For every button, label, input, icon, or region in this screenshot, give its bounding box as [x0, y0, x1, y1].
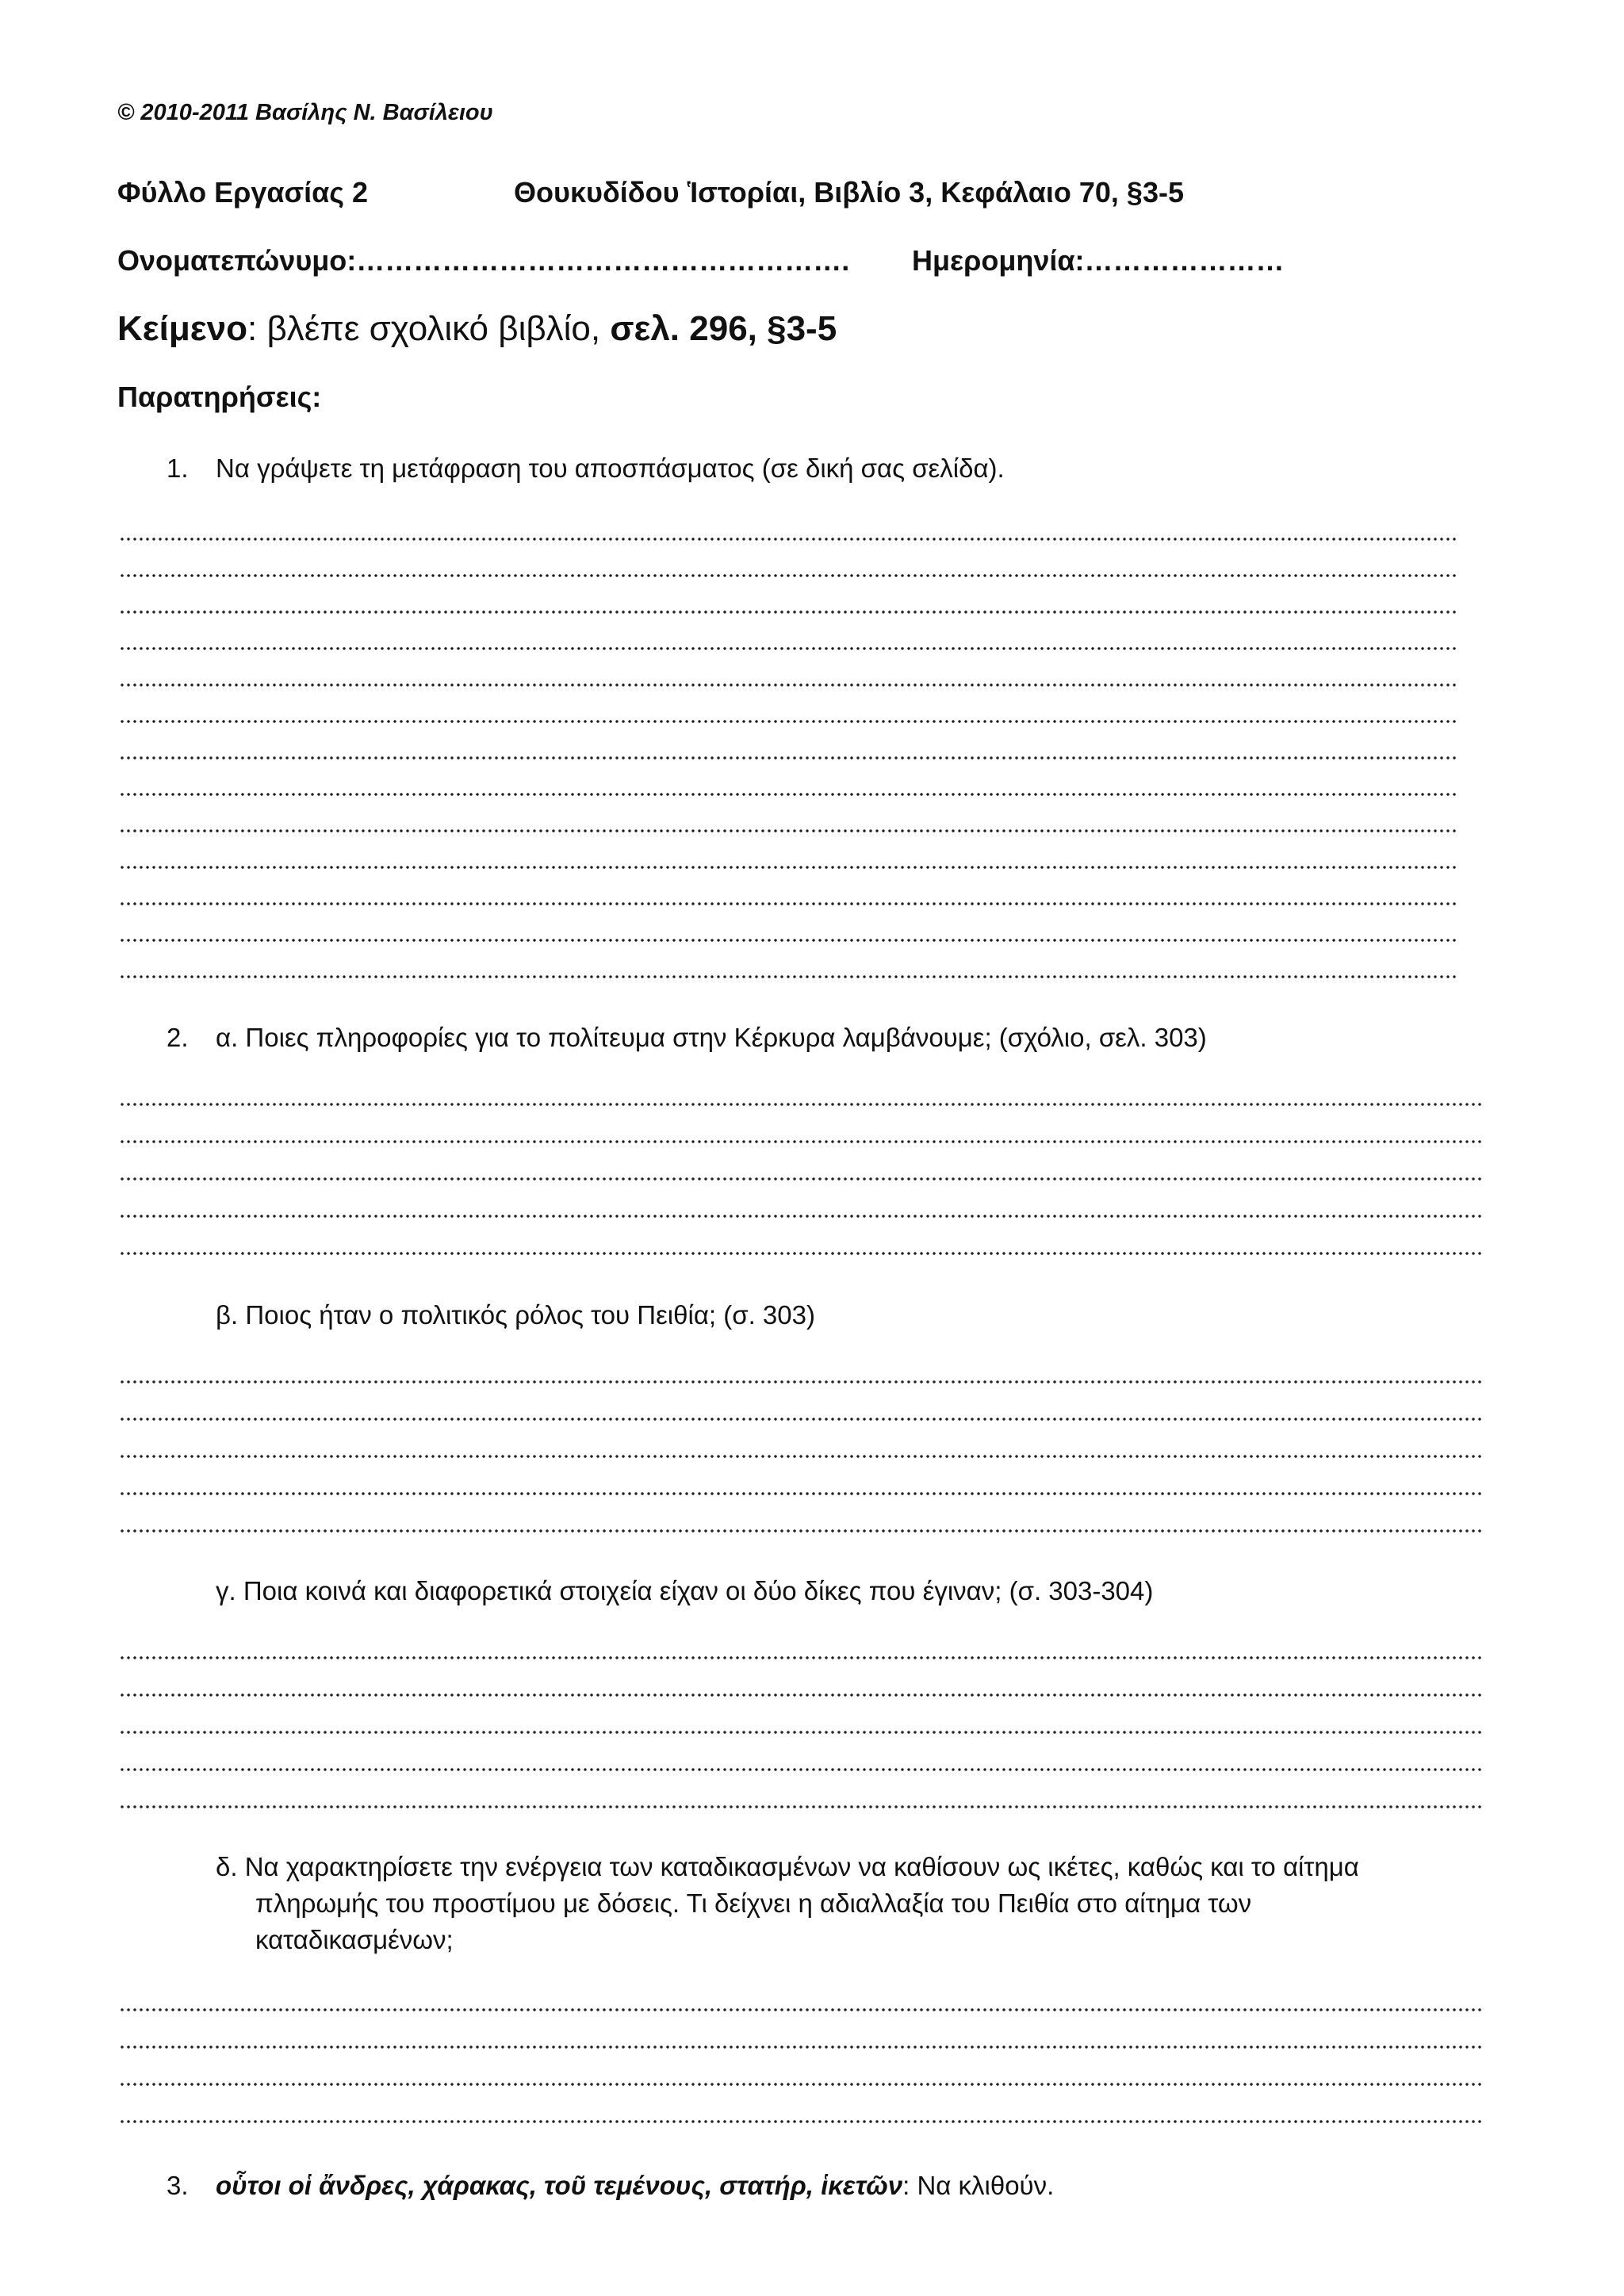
- answer-line[interactable]: [119, 2007, 1483, 2012]
- answer-line[interactable]: [119, 1139, 1483, 1144]
- answer-line[interactable]: [119, 1693, 1483, 1697]
- name-field[interactable]: Ονοματεπώνυμο:…………………………………………….: [117, 244, 850, 277]
- question-3-instruction: : Να κλιθούν.: [902, 2171, 1055, 2200]
- answer-line[interactable]: [119, 537, 1459, 541]
- observations-title: Παρατηρήσεις:: [117, 381, 322, 413]
- answer-line[interactable]: [119, 1529, 1483, 1533]
- question-2a-text: α. Ποιες πληροφορίες για το πολίτευμα στην Κέρκυρα λαμβάνουμε; (σχόλιο, σελ. 303): [216, 1023, 1207, 1052]
- answer-line[interactable]: [119, 2119, 1483, 2124]
- worksheet-title: Φύλλο Εργασίας 2: [117, 176, 369, 209]
- answer-line[interactable]: [119, 2082, 1483, 2087]
- answer-line[interactable]: [119, 938, 1459, 943]
- answer-line[interactable]: [119, 1655, 1483, 1660]
- answer-line[interactable]: [119, 610, 1459, 614]
- answer-line[interactable]: [119, 1177, 1483, 1181]
- answer-line[interactable]: [119, 1251, 1483, 1256]
- answer-line[interactable]: [119, 1380, 1483, 1384]
- question-1-text: Να γράψετε τη μετάφραση του αποσπάσματος (σε δική σας σελίδα).: [216, 453, 1005, 483]
- source-reference: Θουκυδίδου Ἱστορίαι, Βιβλίο 3, Κεφάλαιο 70, §3-5: [514, 176, 1184, 209]
- answer-line[interactable]: [119, 865, 1459, 870]
- answer-line[interactable]: [119, 2045, 1483, 2049]
- answer-line[interactable]: [119, 1417, 1483, 1422]
- answer-line[interactable]: [119, 1454, 1483, 1459]
- date-field[interactable]: Ημερομηνία:…………………: [912, 244, 1285, 277]
- question-2d-line2: πληρωμής του προστίμου με δόσεις. Τι δείχνει η αδιαλλαξία του Πειθία στο αίτημα των: [255, 1888, 1252, 1918]
- answer-line[interactable]: [119, 1491, 1483, 1496]
- question-3-terms: οὗτοι οἱ ἄνδρες, χάρακας, τοῦ τεμένους, στατήρ, ἱκετῶν: [216, 2171, 903, 2200]
- answer-line[interactable]: [119, 792, 1459, 797]
- question-2d-line1: δ. Να χαρακτηρίσετε την ενέργεια των καταδικασμένων να καθίσουν ως ικέτες, καθώς και το αίτημα: [216, 1852, 1359, 1881]
- answer-line[interactable]: [119, 1730, 1483, 1735]
- question-1-number: 1.: [167, 453, 189, 483]
- question-3-text: [216, 2171, 1054, 2201]
- question-2-number: 2.: [167, 1023, 189, 1052]
- answer-line[interactable]: [119, 719, 1459, 724]
- answer-line[interactable]: [119, 756, 1459, 760]
- text-label: Κείμενο: [117, 309, 248, 348]
- answer-line[interactable]: [119, 1102, 1483, 1107]
- answer-line[interactable]: [119, 573, 1459, 578]
- question-3-number: 3.: [167, 2171, 189, 2200]
- answer-line[interactable]: [119, 683, 1459, 687]
- answer-line[interactable]: [119, 646, 1459, 651]
- text-reference: [117, 309, 837, 349]
- answer-line[interactable]: [119, 828, 1459, 833]
- answer-line[interactable]: [119, 974, 1459, 979]
- answer-line[interactable]: [119, 1214, 1483, 1219]
- question-2d-line3: καταδικασμένων;: [255, 1925, 454, 1954]
- copyright-notice: © 2010-2011 Βασίλης Ν. Βασίλειου: [117, 100, 493, 125]
- answer-line[interactable]: [119, 1767, 1483, 1772]
- question-2c-text: γ. Ποια κοινά και διαφορετικά στοιχεία είχαν οι δύο δίκες που έγιναν; (σ. 303-304): [216, 1576, 1154, 1605]
- question-2b-text: β. Ποιος ήταν ο πολιτικός ρόλος του Πειθία; (σ. 303): [216, 1300, 815, 1330]
- answer-line[interactable]: [119, 901, 1459, 906]
- answer-line[interactable]: [119, 1804, 1483, 1809]
- text-middle: : βλέπε σχολικό βιβλίο,: [247, 309, 611, 348]
- text-page: σελ. 296, §3-5: [610, 309, 837, 348]
